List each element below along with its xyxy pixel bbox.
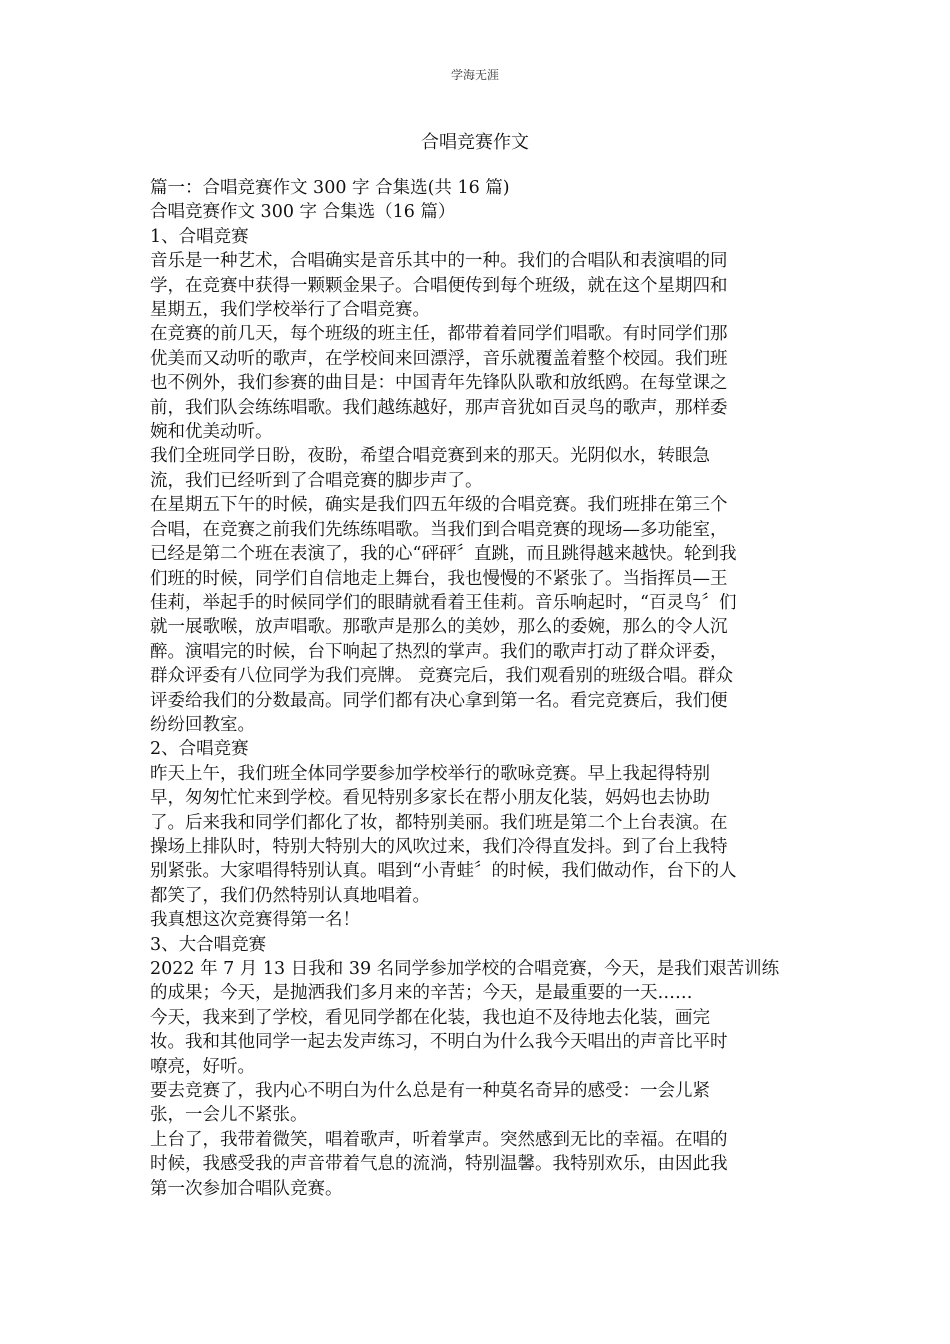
text-line: 了。后来我和同学们都化了妆，都特别美丽。我们班是第二个上台表演。在 [150,812,728,833]
text-line: 妆。我和其他同学一起去发声练习，不明白为什么我今天唱出的声音比平时 [150,1032,728,1053]
text-line: 纷纷回教室。 [150,714,255,735]
text-line: 我们全班同学日盼，夜盼，希望合唱竞赛到来的那天。光阴似水，转眼急 [150,446,710,467]
text-line: 已经是第二个班在表演了，我的心“砰砰〞直跳，而且跳得越来越快。轮到我 [150,544,737,565]
text-line: 醉。演唱完的时候，台下响起了热烈的掌声。我们的歌声打动了群众评委， [150,641,728,662]
page-header: 学海无涯 [450,68,499,82]
text-line: 合唱竞赛作文 300 字 合集选（16 篇） [150,202,456,223]
text-line: 2022 年 7 月 13 日我和 39 名同学参加学校的合唱竞赛，今天，是我们艰苦训练 [150,959,780,979]
document-body [150,176,800,1201]
text-line: 优美而又动听的歌声，在学校间来回漂浮，音乐就覆盖着整个校园。我们班 [150,348,728,369]
text-line: 今天，我来到了学校，看见同学都在化装，我也迫不及待地去化装，画完 [150,1007,710,1028]
text-line: 佳莉，举起手的时候同学们的眼睛就看着王佳莉。音乐响起时，“百灵鸟〞们 [150,592,737,613]
text-line: 操场上排队时，特别大特别大的风吹过来，我们冷得直发抖。到了台上我特 [150,836,728,857]
text-line: 音乐是一种艺术，合唱确实是音乐其中的一种。我们的合唱队和表演唱的同 [150,251,728,272]
text-line: 在星期五下午的时候，确实是我们四五年级的合唱竞赛。我们班排在第三个 [150,495,728,516]
text-line: 上台了，我带着微笑，唱着歌声，听着掌声。突然感到无比的幸福。在唱的 [150,1129,728,1150]
text-line: 在竞赛的前几天，每个班级的班主任，都带着着同学们唱歌。有时同学们那 [150,324,728,345]
section-heading: 3、大合唱竞赛 [150,934,267,955]
text-line: 昨天上午，我们班全体同学要参加学校举行的歌咏竞赛。早上我起得特别 [150,763,710,784]
text-line: 合唱，在竞赛之前我们先练练唱歌。当我们到合唱竞赛的现场—多功能室， [150,519,728,540]
text-line: 前，我们队会练练唱歌。我们越练越好，那声音犹如百灵鸟的歌声，那样委 [150,397,728,418]
text-line: 早，匆匆忙忙来到学校。看见特别多家长在帮小朋友化装，妈妈也去协助 [150,788,710,809]
text-line: 第一次参加合唱队竞赛。 [150,1178,343,1199]
text-line: 嘹亮，好听。 [150,1056,255,1077]
text-line: 流，我们已经听到了合唱竞赛的脚步声了。 [150,470,483,491]
text-line: 篇一：合唱竞赛作文 300 字 合集选(共 16 篇) [150,178,510,198]
section-heading: 1、合唱竞赛 [150,226,249,247]
text-line: 时候，我感受我的声音带着气息的流淌，特别温馨。我特别欢乐，由因此我 [150,1154,728,1175]
text-line: 星期五，我们学校举行了合唱竞赛。 [150,300,430,321]
section-heading: 2、合唱竞赛 [150,739,249,760]
document-title: 合唱竞赛作文 [421,132,529,153]
text-line: 我真想这次竞赛得第一名！ [150,910,360,931]
text-line: 都笑了，我们仍然特别认真地唱着。 [150,885,430,906]
text-line: 张，一会儿不紧张。 [150,1105,308,1126]
text-line: 们班的时候，同学们自信地走上舞台，我也慢慢的不紧张了。当指挥员—王 [150,568,728,589]
text-line: 群众评委有八位同学为我们亮牌。 竞赛完后，我们观看别的班级合唱。群众 [150,666,734,687]
text-line: 就一展歌喉，放声唱歌。那歌声是那么的美妙，那么的委婉，那么的令人沉 [150,617,728,638]
text-line: 学，在竞赛中获得一颗颗金果子。合唱便传到每个班级，就在这个星期四和 [150,275,728,296]
text-line: 婉和优美动听。 [150,422,273,443]
text-line: 要去竞赛了，我内心不明白为什么总是有一种莫名奇异的感受：一会儿紧 [150,1081,710,1102]
text-line: 的成果；今天，是抛洒我们多月来的辛苦；今天，是最重要的一天…… [150,983,693,1004]
text-line: 评委给我们的分数最高。同学们都有决心拿到第一名。看完竞赛后，我们便 [150,690,728,711]
text-line: 也不例外，我们参赛的曲目是：中国青年先锋队队歌和放纸鸥。在每堂课之 [150,373,728,394]
text-line: 别紧张。大家唱得特别认真。唱到“小青蛙〞的时候，我们做动作，台下的人 [150,861,737,882]
